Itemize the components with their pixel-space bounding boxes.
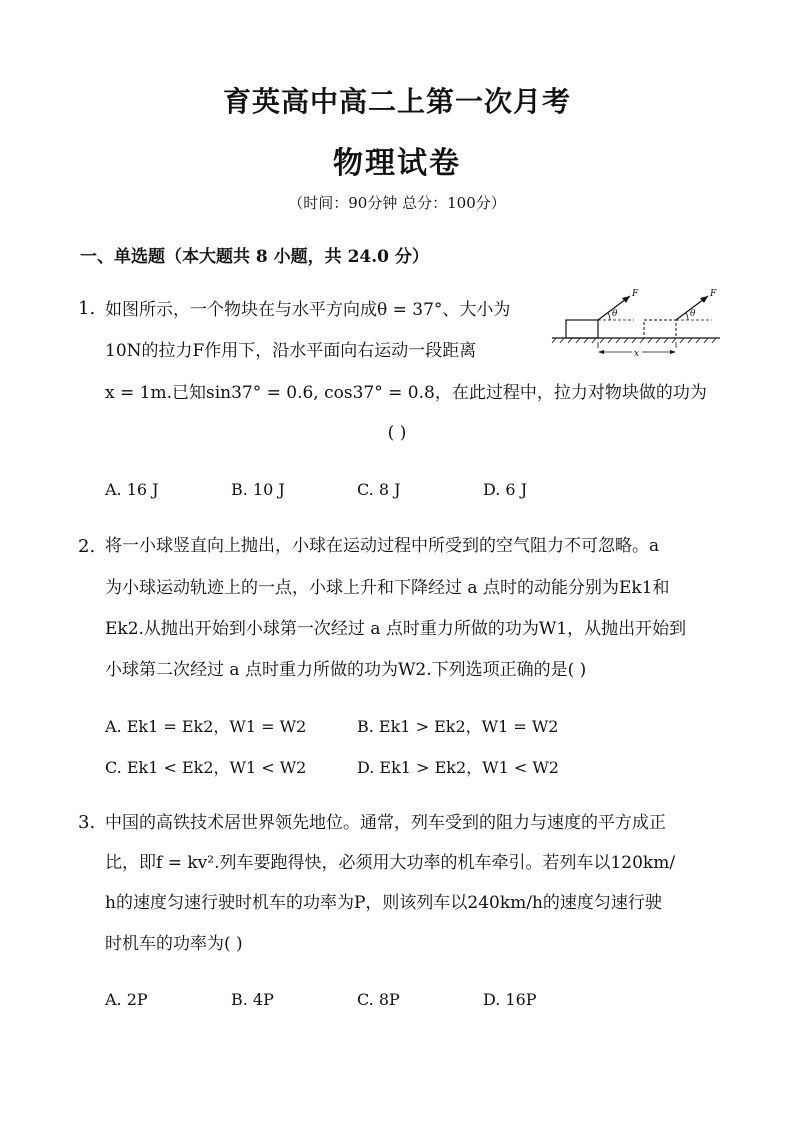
exam-title: 育英高中高二上第一次月考 bbox=[222, 85, 571, 118]
question-1-answer-blank: ( ) bbox=[387, 423, 407, 443]
question-3-option-a: A. 2P bbox=[105, 990, 148, 1009]
exam-info: （时间：90分钟 总分：100分） bbox=[288, 194, 506, 212]
question-1-line-2: 10N的拉力F作用下，沿水平面向右运动一段距离 bbox=[105, 341, 477, 361]
question-3-line-4: 时机车的功率为( ) bbox=[105, 934, 243, 954]
question-1-diagram bbox=[548, 286, 724, 360]
block-end bbox=[644, 320, 676, 338]
question-1-option-c: C. 8 J bbox=[357, 480, 401, 499]
question-1-line-1: 如图所示，一个物块在与水平方向成θ = 37°、大小为 bbox=[105, 300, 511, 320]
question-2-line-1: 将一小球竖直向上抛出，小球在运动过程中所受到的空气阻力不可忽略。a bbox=[105, 536, 660, 556]
angle-label-2: θ bbox=[690, 309, 696, 319]
question-2-line-3: Ek2.从抛出开始到小球第一次经过 a 点时重力所做的功为W1，从抛出开始到 bbox=[105, 619, 687, 639]
question-1-line-3: x = 1m.已知sin37° = 0.6, cos37° = 0.8，在此过程中，拉力对物块做的功为 bbox=[105, 383, 707, 403]
distance-label: x bbox=[634, 349, 640, 359]
question-2-option-a: A. Ek1 = Ek2，W1 = W2 bbox=[105, 717, 307, 736]
question-1-number: 1. bbox=[78, 298, 96, 319]
question-3-option-d: D. 16P bbox=[483, 990, 537, 1009]
question-3-line-1: 中国的高铁技术居世界领先地位。通常，列车受到的阻力与速度的平方成正 bbox=[105, 813, 666, 833]
question-2-option-d: D. Ek1 > Ek2，W1 < W2 bbox=[357, 758, 559, 777]
section-heading: 一、单选题（本大题共 8 小题，共 24.0 分） bbox=[80, 247, 429, 267]
block-start bbox=[566, 320, 598, 338]
question-3-option-b: B. 4P bbox=[231, 990, 274, 1009]
angle-label-1: θ bbox=[612, 309, 618, 319]
question-1-option-d: D. 6 J bbox=[483, 480, 528, 499]
question-2-line-2: 为小球运动轨迹上的一点，小球上升和下降经过 a 点时的动能分别为Ek1和 bbox=[105, 578, 670, 598]
question-3-line-2: 比，即f = kv².列车要跑得快，必须用大功率的机车牵引。若列车以120km/ bbox=[105, 853, 676, 873]
question-3-line-3: h的速度匀速行驶时机车的功率为P，则该列车以240km/h的速度匀速行驶 bbox=[105, 893, 662, 913]
question-1-option-b: B. 10 J bbox=[231, 480, 285, 499]
exam-subject-title: 物理试卷 bbox=[333, 146, 461, 181]
question-2-number: 2. bbox=[78, 536, 96, 557]
question-1-option-a: A. 16 J bbox=[105, 480, 159, 499]
force-label-2: F bbox=[710, 289, 717, 299]
ground-hatching bbox=[552, 338, 716, 343]
question-2-option-c: C. Ek1 < Ek2，W1 < W2 bbox=[105, 758, 307, 777]
question-3-number: 3. bbox=[78, 812, 96, 833]
question-2-option-b: B. Ek1 > Ek2，W1 = W2 bbox=[357, 717, 559, 736]
force-label-1: F bbox=[632, 289, 639, 299]
question-3-option-c: C. 8P bbox=[357, 990, 400, 1009]
question-2-line-4: 小球第二次经过 a 点时重力所做的功为W2.下列选项正确的是( ) bbox=[105, 660, 587, 680]
